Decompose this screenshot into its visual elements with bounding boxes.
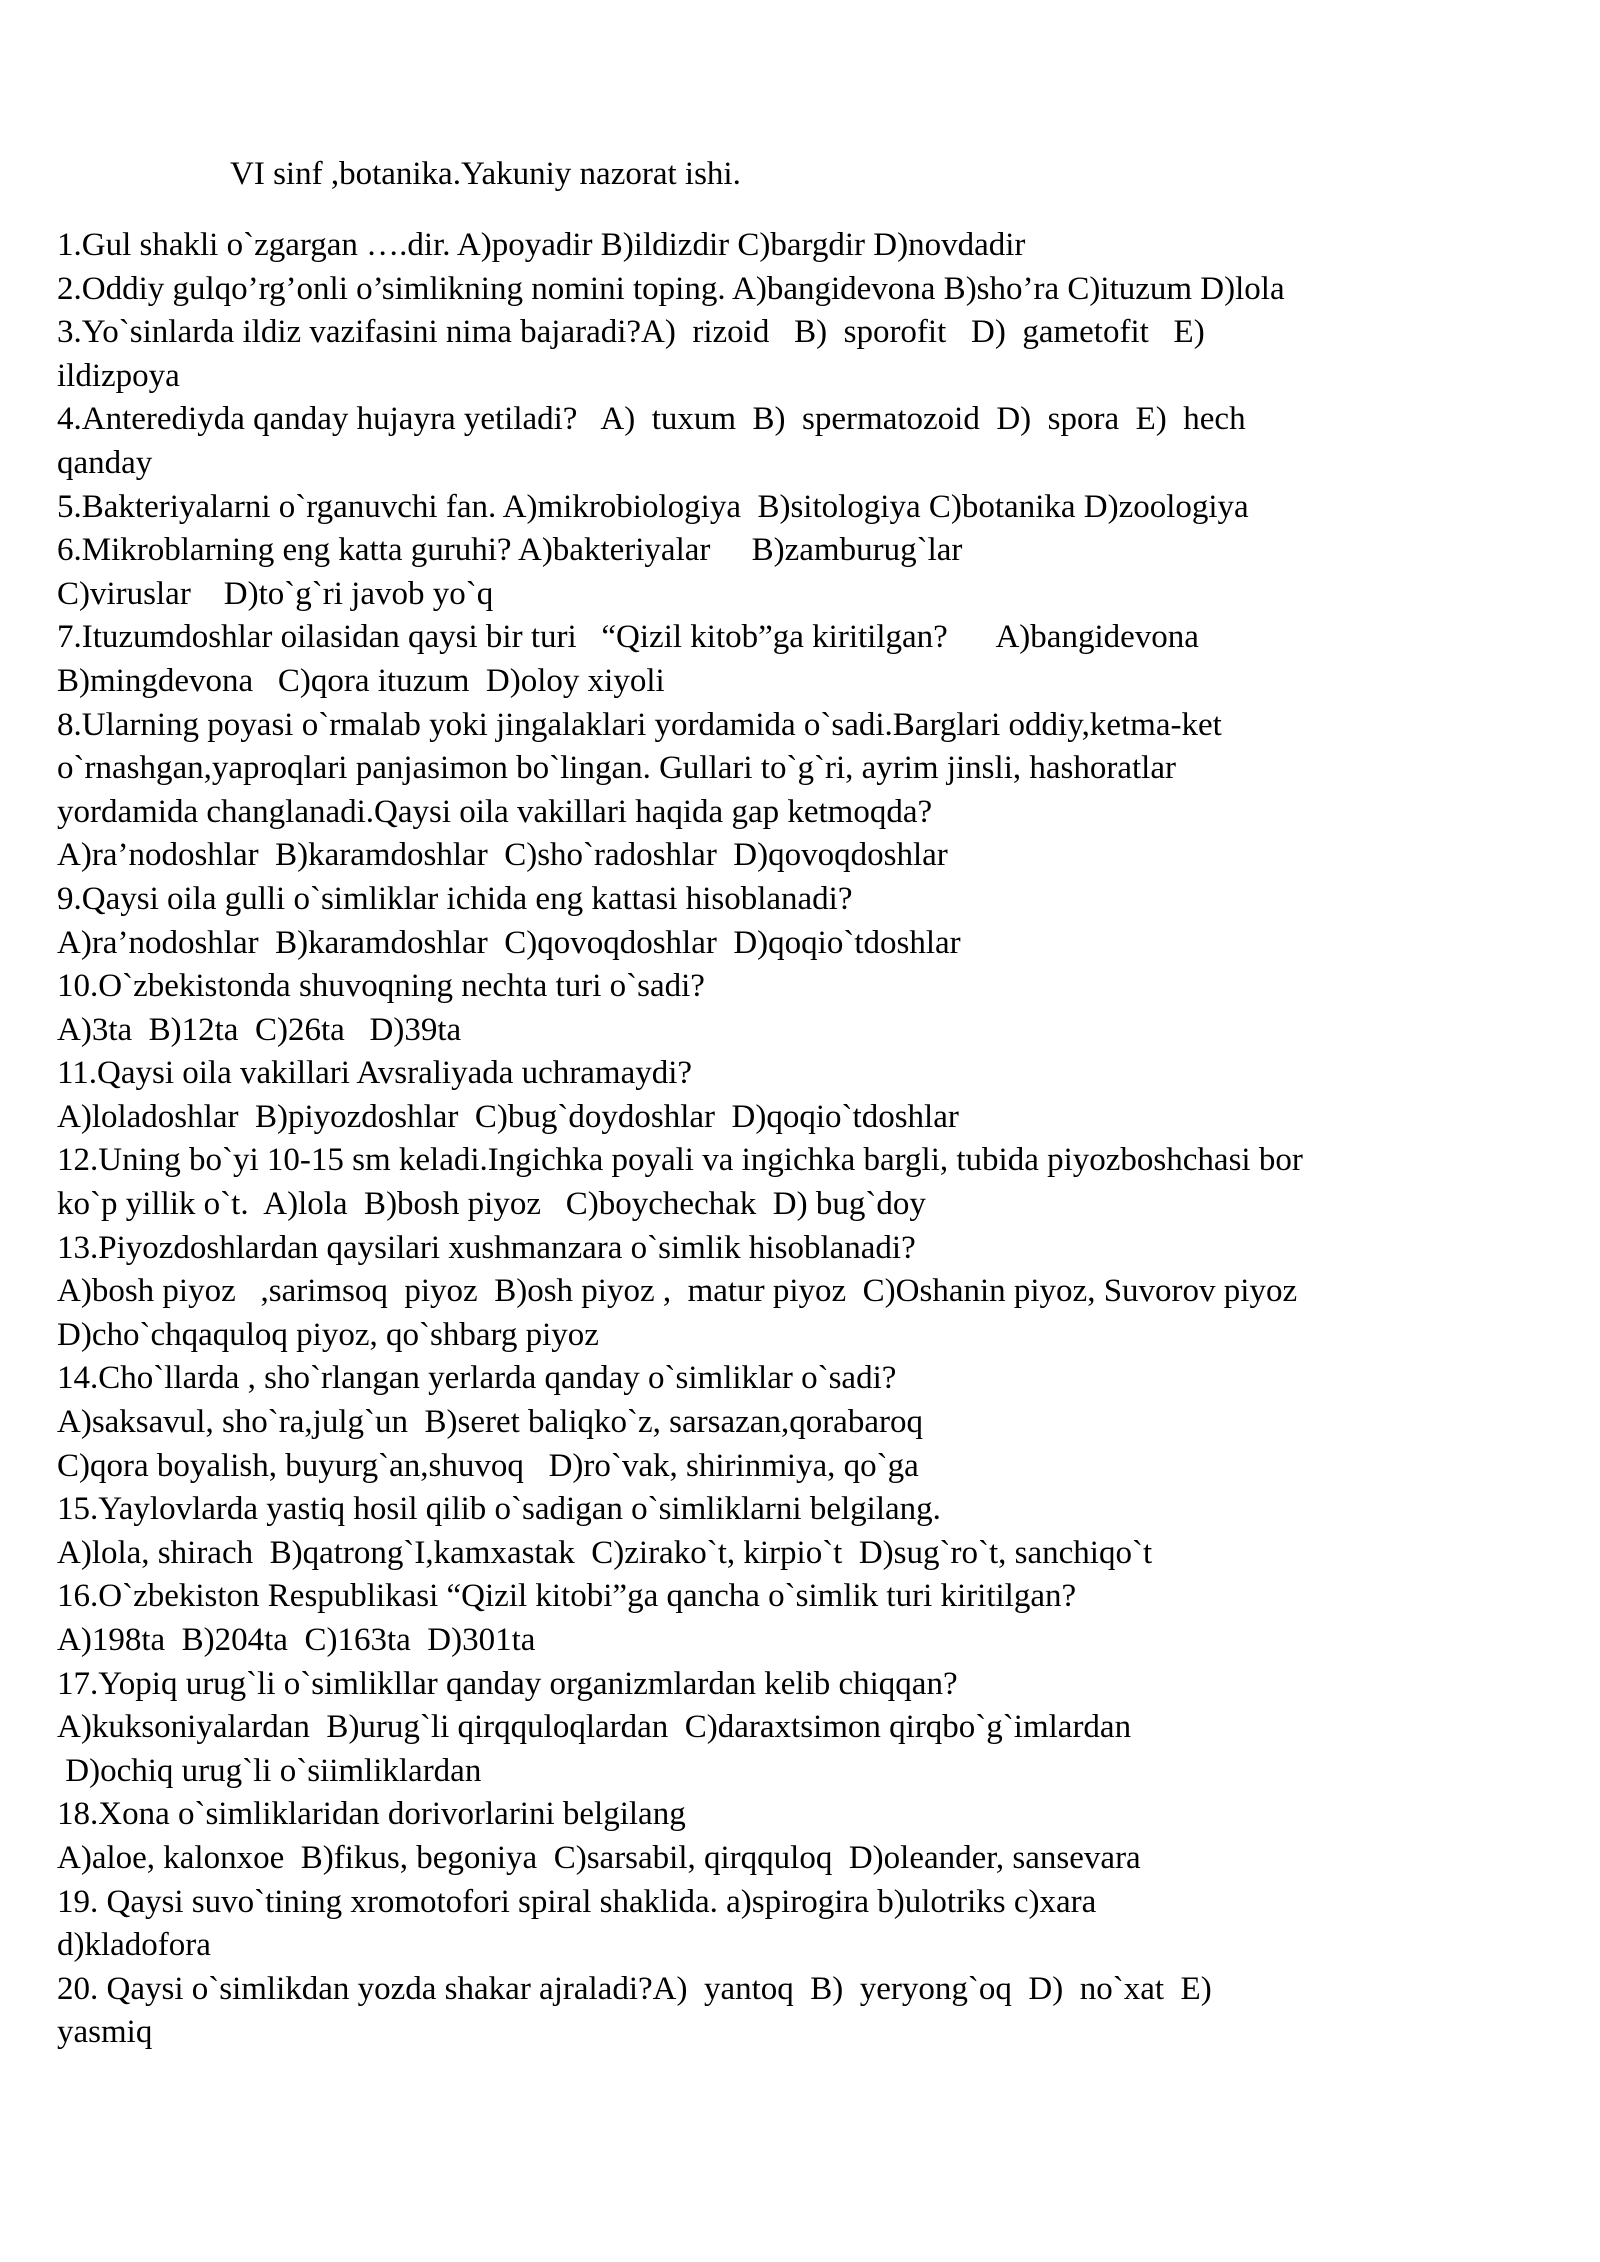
text-line: 16.O`zbekiston Respublikasi “Qizil kitobi”ga qancha o`simlik turi kiritilgan? [57, 1578, 1077, 1615]
text-line: A)kuksoniyalardan B)urug`li qirqquloqlardan C)daraxtsimon qirqbo`g`imlardan [57, 1709, 1132, 1746]
text-line: 8.Ularning poyasi o`rmalab yoki jingalaklari yordamida o`sadi.Barglari oddiy,ketma-ket [57, 706, 1222, 743]
text-line: A)loladoshlar B)piyozdoshlar C)bug`doydoshlar D)qoqio`tdoshlar [57, 1098, 959, 1135]
text-line: A)3ta B)12ta C)26ta D)39ta [57, 1011, 462, 1048]
text-line: 6.Mikroblarning eng katta guruhi? A)bakteriyalar B)zamburug`lar [57, 532, 963, 569]
text-line: 19. Qaysi suvo`tining xromotofori spiral shaklida. a)spirogira b)ulotriks c)xara [57, 1883, 1097, 1920]
text-line: A)bosh piyoz ,sarimsoq piyoz B)osh piyoz , matur piyoz C)Oshanin piyoz, Suvorov piyoz [57, 1273, 1298, 1310]
text-line: ko`p yillik o`t. A)lola B)bosh piyoz C)boychechak D) bug`doy [57, 1186, 926, 1223]
text-line: C)qora boyalish, buyurg`an,shuvoq D)ro`vak, shirinmiya, qo`ga [57, 1447, 919, 1484]
text-line: 14.Cho`llarda , sho`rlangan yerlarda qanday o`simliklar o`sadi? [57, 1360, 897, 1397]
text-line: A)saksavul, sho`ra,julg`un B)seret baliqko`z, sarsazan,qorabaroq [57, 1404, 923, 1441]
text-line: d)kladofora [57, 1927, 211, 1964]
text-line: yordamida changlanadi.Qaysi oila vakillari haqida gap ketmoqda? [57, 793, 933, 830]
text-line: 10.O`zbekistonda shuvoqning nechta turi o`sadi? [57, 968, 705, 1005]
text-line: 7.Ituzumdoshlar oilasidan qaysi bir turi “Qizil kitob”ga kiritilgan? A)bangidevona [57, 619, 1199, 656]
text-line: yasmiq [57, 2014, 153, 2051]
text-line: D)cho`chqaquloq piyoz, qo`shbarg piyoz [57, 1316, 599, 1353]
text-line: 3.Yo`sinlarda ildiz vazifasini nima bajaradi?A) rizoid B) sporofit D) gametofit E) [57, 314, 1205, 351]
text-line: 13.Piyozdoshlardan qaysilari xushmanzara o`simlik hisoblanadi? [57, 1229, 916, 1266]
text-line: A)lola, shirach B)qatrong`I,kamxastak C)zirako`t, kirpio`t D)sug`ro`t, sanchiqo`t [57, 1534, 1153, 1571]
text-line: 5.Bakteriyalarni o`rganuvchi fan. A)mikrobiologiya B)sitologiya C)botanika D)zoologiya [57, 488, 1249, 525]
text-line: 2.Oddiy gulqo’rg’onli o’simlikning nomini toping. A)bangidevona B)sho’ra C)ituzum D)lola [57, 270, 1285, 307]
text-line: 4.Anterediyda qanday hujayra yetiladi? A) tuxum B) spermatozoid D) spora E) hech [57, 401, 1246, 438]
text-line: A)198ta B)204ta C)163ta D)301ta [57, 1622, 536, 1658]
text-line: B)mingdevona C)qora ituzum D)oloy xiyoli [57, 662, 665, 699]
text-line: o`rnashgan,yaproqlari panjasimon bo`lingan. Gullari to`g`ri, ayrim jinsli, hashoratlar [57, 750, 1176, 787]
text-line: qanday [57, 444, 153, 481]
text-line: C)viruslar D)to`g`ri javob yo`q [57, 575, 494, 612]
text-line: 15.Yaylovlarda yastiq hosil qilib o`sadigan o`simliklarni belgilang. [57, 1491, 941, 1528]
text-line: 11.Qaysi oila vakillari Avsraliyada uchramaydi? [57, 1055, 693, 1092]
text-line: 12.Uning bo`yi 10-15 sm keladi.Ingichka poyali va ingichka bargli, tubida piyozboshchasi bor [57, 1142, 1303, 1179]
document-title: VI sinf ,botanika.Yakuniy nazorat ishi. [230, 156, 741, 192]
text-line: 1.Gul shakli o`zgargan ….dir. A)poyadir B)ildizdir C)bargdir D)novdadir [57, 227, 1026, 263]
text-line: ildizpoya [57, 357, 180, 394]
text-line: A)ra’nodoshlar B)karamdoshlar C)qovoqdoshlar D)qoqio`tdoshlar [57, 924, 961, 961]
text-line: 18.Xona o`simliklaridan dorivorlarini belgilang [57, 1796, 686, 1833]
text-line: A)aloe, kalonxoe B)fikus, begoniya C)sarsabil, qirqquloq D)oleander, sansevara [57, 1839, 1141, 1876]
text-line: 20. Qaysi o`simlikdan yozda shakar ajraladi?A) yantoq B) yeryong`oq D) no`xat E) [57, 1970, 1212, 2007]
text-line: 9.Qaysi oila gulli o`simliklar ichida eng kattasi hisoblanadi? [57, 880, 853, 917]
text-line: 17.Yopiq urug`li o`simlikllar qanday organizmlardan kelib chiqqan? [57, 1665, 958, 1702]
text-line: D)ochiq urug`li o`siimliklardan [57, 1752, 482, 1789]
question-list [57, 224, 1547, 2055]
text-line: A)ra’nodoshlar B)karamdoshlar C)sho`radoshlar D)qovoqdoshlar [57, 837, 948, 874]
